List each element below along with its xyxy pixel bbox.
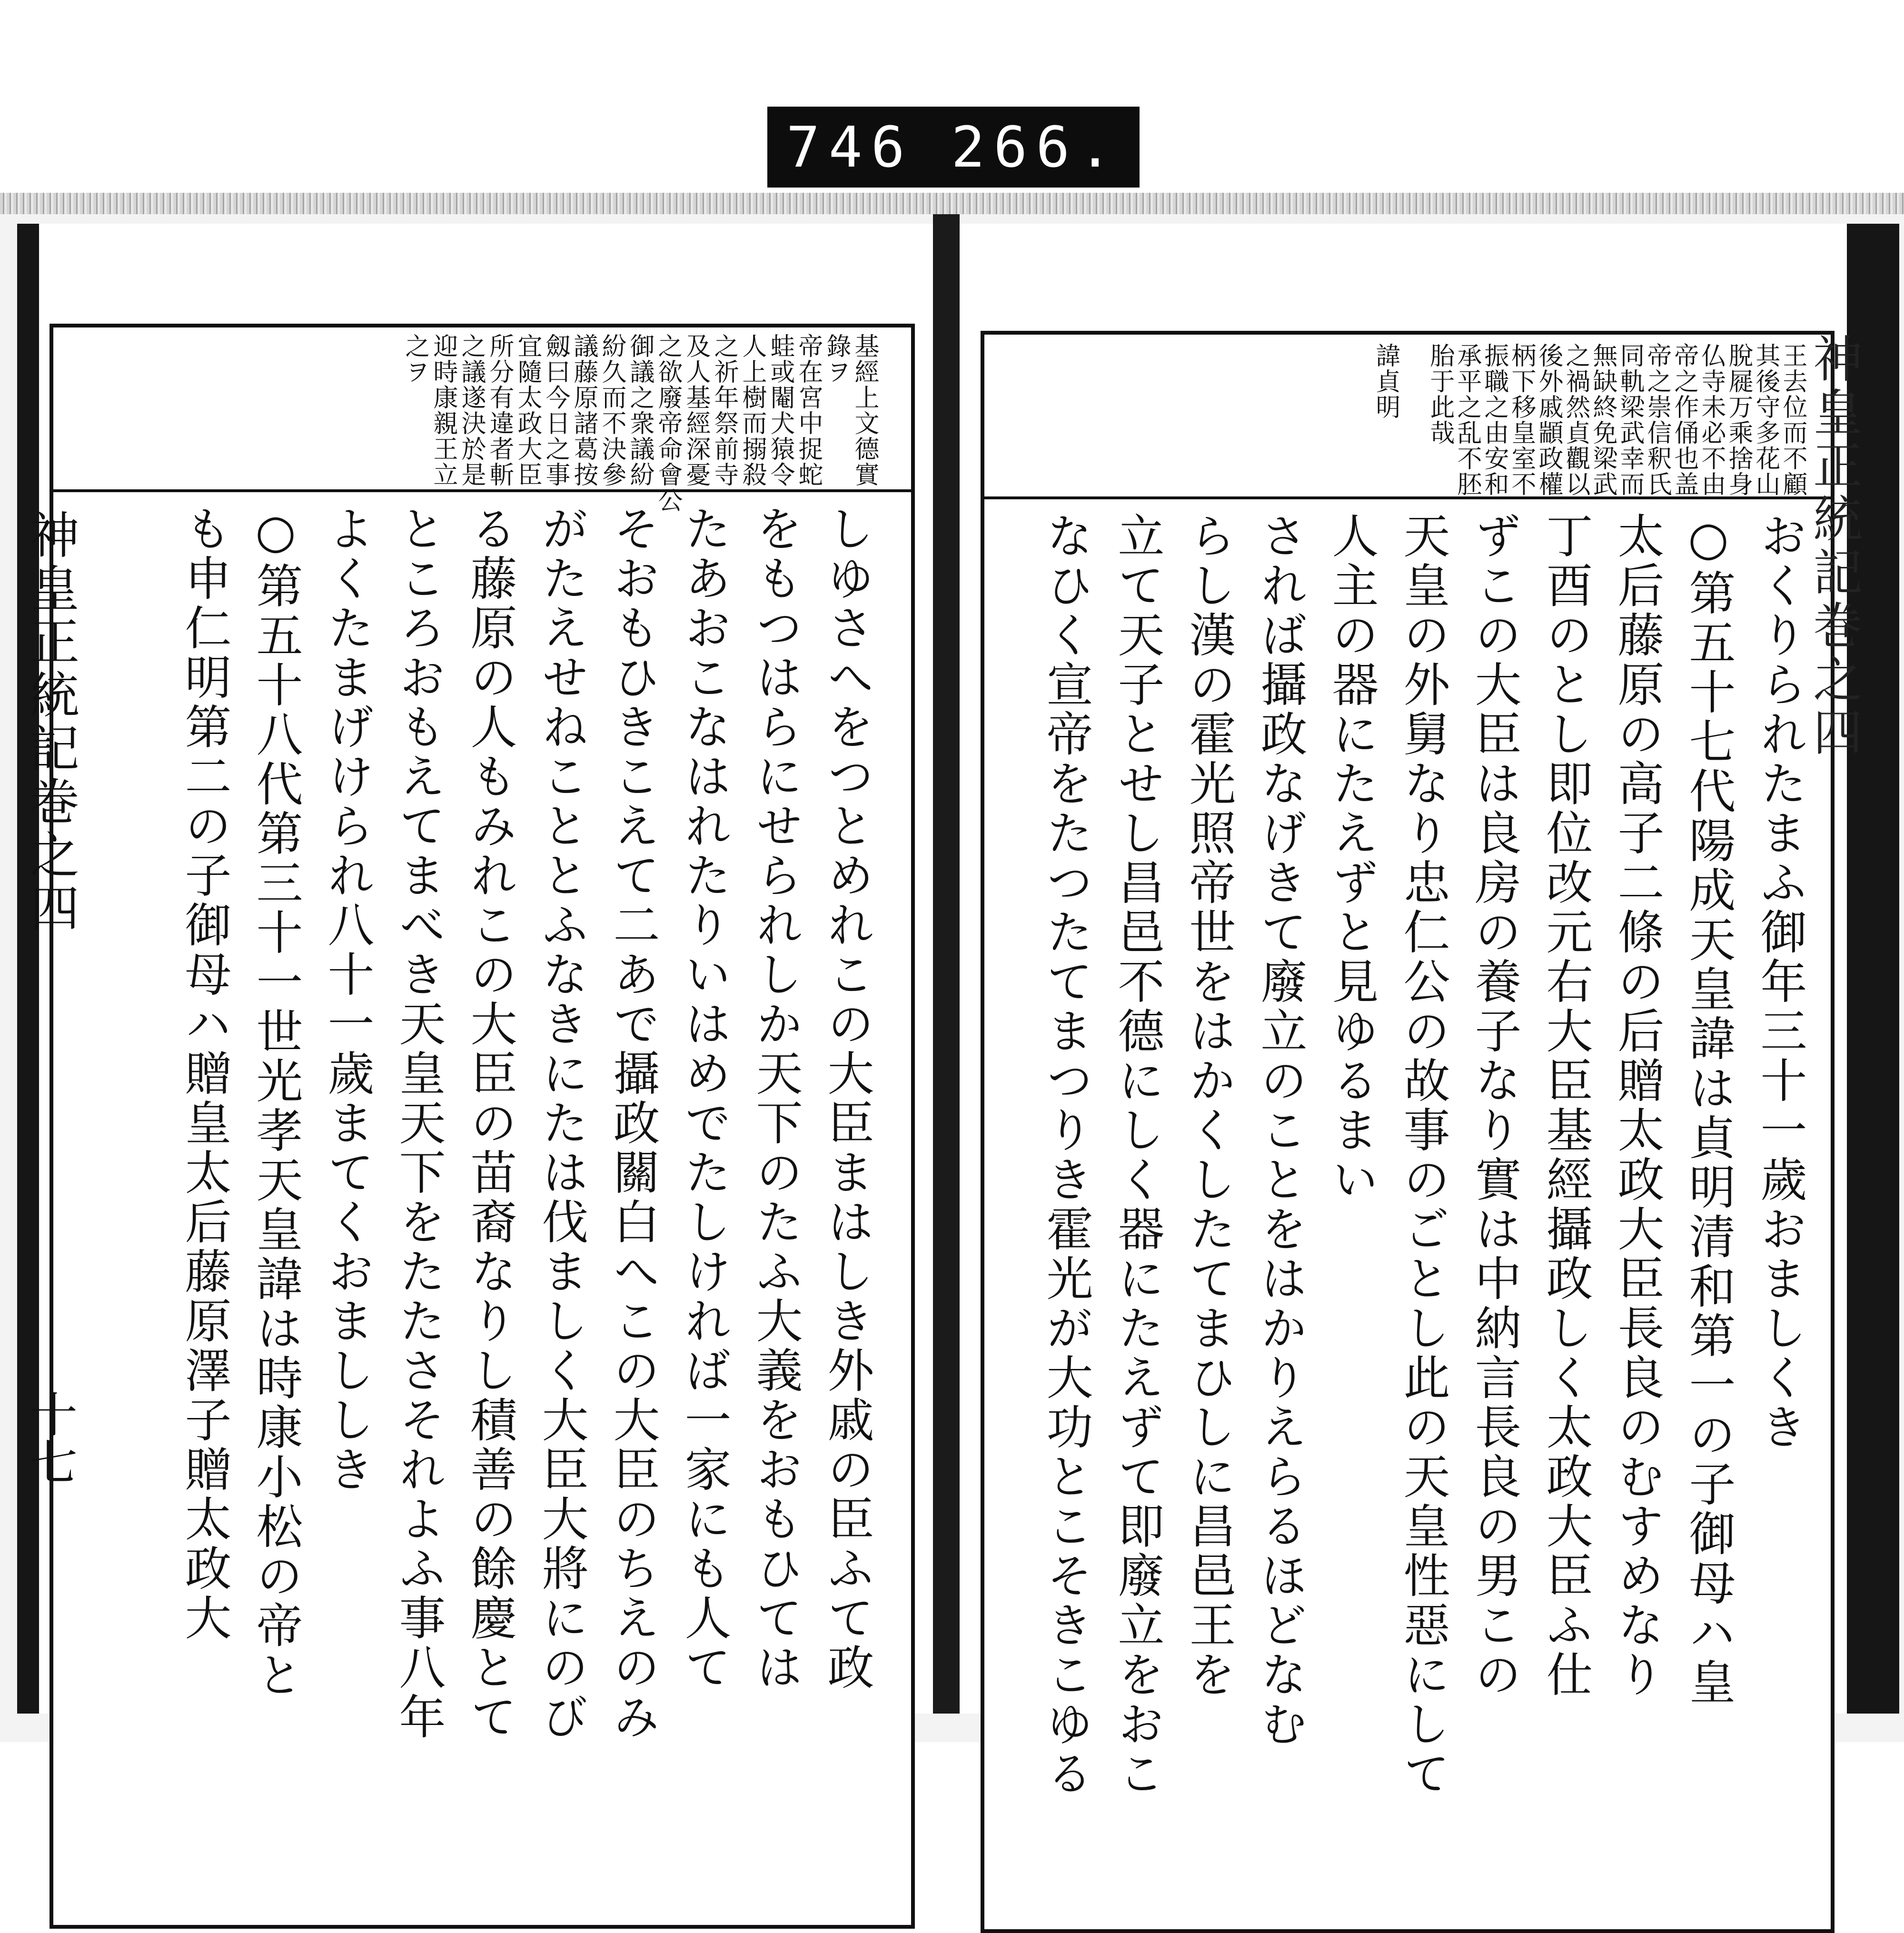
right-headnote-column: 後外戚顓政權: [1534, 343, 1563, 497]
left-headnote-column: 錄ヲ: [822, 333, 851, 385]
left-headnote-column: 之ヲ: [401, 333, 429, 385]
left-margin-title-text: 神皇正統記巻之四: [21, 509, 79, 936]
left-headnote-column: 之欲廢帝命會公: [654, 333, 682, 513]
right-headnote-column: 同軌梁武幸而: [1616, 343, 1644, 497]
left-main-column: そおもひきこえて二あで攝政關白へこの大臣のちえのみ: [605, 505, 660, 1742]
left-headnote-column: 紛久而不決參: [597, 333, 626, 487]
left-main-column: をもつはらにせられしか天下のたふ大義をおもひては: [748, 505, 803, 1693]
right-headnote-column: 其後守多花山: [1751, 343, 1780, 497]
right-main-column: されば攝政なげきて廢立のことをはかりえらるほどなむ: [1253, 512, 1307, 1749]
left-headnote-column: 基經上文德實: [850, 333, 879, 487]
left-margin-title: [21, 509, 79, 936]
stamp-number-left: 746: [786, 114, 913, 180]
right-main-column: なひく宣帝をたつたてまつりき霍光が大功とこそきこゆる: [1039, 512, 1093, 1799]
right-headnote-column: 胎于此哉: [1426, 343, 1454, 446]
left-headnote-column: 及人基經深憂: [682, 333, 710, 487]
right-main-column: おくりられたまふ御年三十一歲おましくき: [1753, 512, 1807, 1452]
right-main-column: 人主の器にたえずと見ゆるまい: [1324, 512, 1378, 1205]
left-headnote-column: 之祈年祭前寺: [710, 333, 738, 487]
left-headnote-column: 人上樹而搦殺: [738, 333, 766, 487]
right-main-column: 立て天子とせし昌邑不德にしく器にたえずて即廢立をおこ: [1110, 512, 1164, 1799]
left-main-column: る藤原の人もみれこの大臣の苗裔なりし積善の餘慶とて: [463, 505, 517, 1742]
left-main-column: がたえせねこととふなきにたは伐ましく大臣大將にのび: [534, 505, 588, 1742]
left-folio-text: 十七: [22, 1390, 78, 1485]
right-headnote-column: 王去位而不顧: [1778, 343, 1807, 497]
right-headnote-column: 振職之由安和: [1480, 343, 1508, 497]
left-headnote-column: 所分有違者斬: [485, 333, 514, 487]
right-margin-title: [1805, 333, 1863, 760]
left-folio: [22, 1390, 78, 1485]
right-headnote-column: 之禍然貞觀以: [1561, 343, 1590, 497]
right-headnote-column: 無缺終免梁武: [1588, 343, 1617, 497]
right-headnote-column: 仏寺未必不由: [1697, 343, 1726, 497]
right-main-column: らし漢の霍光照帝世をはかくしたてまひしに昌邑王を: [1181, 512, 1236, 1700]
archive-stamp: [767, 107, 1140, 188]
left-headnote-column: 蛙或閹犬猿令: [766, 333, 794, 487]
right-headnote-column: 帝之崇信釈氏: [1643, 343, 1671, 497]
left-headnote-column: 帝在宮中捉蛇: [794, 333, 823, 487]
right-margin-title-text: 神皇正統記巻之四: [1805, 333, 1863, 760]
right-headnote-column: 承平之乱不胚: [1453, 343, 1481, 497]
left-main-column: も申仁明第二の子御母ハ贈皇太后藤原澤子贈太政大: [177, 505, 231, 1643]
right-main-column: 太后藤原の高子二條の后贈太政大臣長良のむすめなり: [1610, 512, 1664, 1700]
left-headnote-column: 議藤原諸葛按: [569, 333, 598, 487]
right-headnote-column: 諱貞明: [1371, 343, 1400, 420]
right-main-column: 丁酉のとし即位改元右大臣基經攝政しく太政大臣ふ仕: [1538, 512, 1593, 1700]
right-headnote-column: 柄下移皇室不: [1507, 343, 1536, 497]
left-main-column: しゆさへをつとめれこの大臣まはしき外戚の臣ふて政: [820, 505, 874, 1693]
left-headnote-column: 劔曰今日之事: [541, 333, 570, 487]
book-gutter: [933, 214, 960, 1714]
left-main-column: ところおもえてまべき天皇天下をたたさそれよふ事八年: [391, 505, 446, 1742]
left-headnote-column: 御議之衆議紛: [625, 333, 654, 487]
left-headnote-column: 宜隨太政大臣: [513, 333, 542, 487]
right-main-column: 天皇の外舅なり忠仁公の故事のごとし此の天皇性惡にして: [1396, 512, 1450, 1799]
left-headnote-column: 迎時康親王立: [429, 333, 457, 487]
left-main-column: たあおこなはれたりいはめでたしければ一家にも人て: [677, 505, 731, 1693]
stamp-number-right: 266.: [951, 114, 1121, 180]
left-main-column: よくたまげけられ八十一歲まてくおまししき: [320, 505, 374, 1495]
left-headnote-column: 之議遂決於是: [457, 333, 486, 487]
right-headnote-column: 脫屣万乘捨身: [1724, 343, 1753, 497]
right-main-column: ○第五十七代陽成天皇諱は貞明清和第一の子御母ハ皇: [1681, 512, 1735, 1707]
right-main-column: ずこの大臣は良房の養子なり實は中納言長良の男この: [1467, 512, 1521, 1700]
left-main-column: ○第五十八代第三十一世光孝天皇諱は時康小松の帝と: [248, 505, 303, 1700]
right-headnote-column: 帝之作俑也盖: [1670, 343, 1698, 497]
